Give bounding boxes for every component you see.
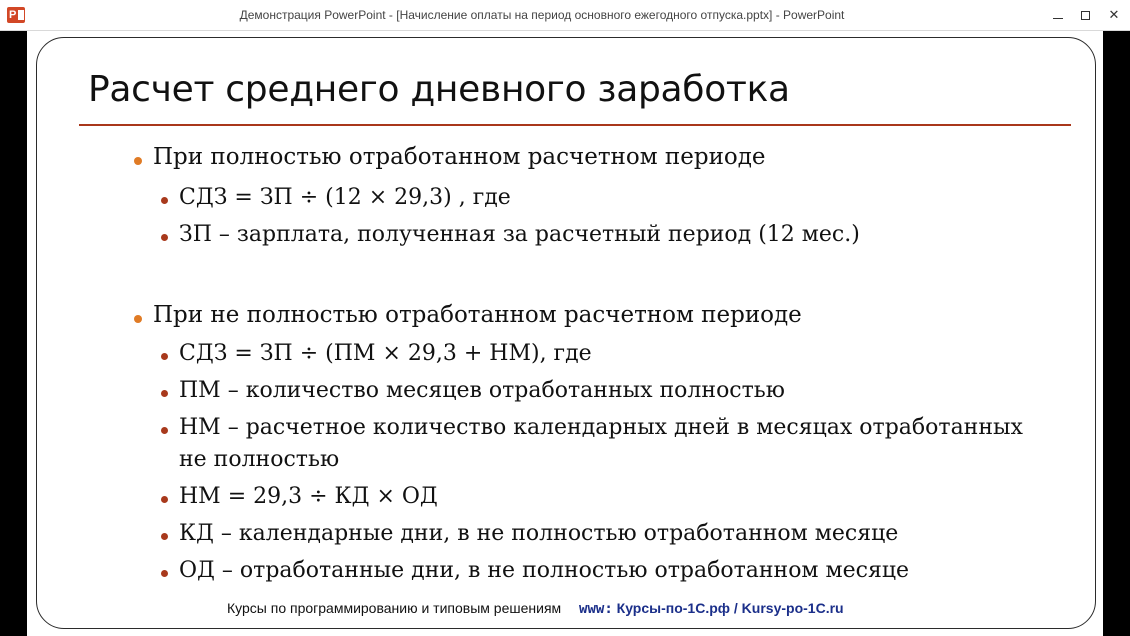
bullet-item: ОД – отработанные дни, в не полностью отработанном месяце — [179, 558, 910, 583]
bullet-heading: При не полностью отработанном расчетном периоде — [153, 302, 802, 328]
bullet-dot — [161, 234, 168, 241]
slide-title: Расчет среднего дневного заработка — [88, 69, 790, 110]
slide-footer — [227, 600, 844, 617]
bullet-dot — [161, 496, 168, 503]
footer-text: Курсы по программированию и типовым решениям — [227, 600, 562, 616]
bullet-dot — [161, 353, 168, 360]
bullet-dot — [161, 533, 168, 540]
minimize-icon — [1053, 18, 1063, 19]
maximize-icon — [1081, 11, 1090, 20]
bullet-item: СДЗ = ЗП ÷ (12 × 29,3) , где — [179, 185, 511, 210]
bullet-dot — [161, 197, 168, 204]
footer-www-label: www: — [579, 601, 613, 617]
bullet-item: НМ = 29,3 ÷ КД × ОД — [179, 484, 438, 509]
bullet-item: ПМ – количество месяцев отработанных полностью — [179, 378, 785, 403]
close-button[interactable] — [1104, 6, 1124, 26]
minimize-button[interactable] — [1048, 6, 1068, 26]
bullet-dot — [134, 315, 142, 323]
window-title: Демонстрация PowerPoint - [Начисление оплаты на период основного ежегодного отпуска.pptx] - PowerPoint — [239, 8, 845, 22]
bullet-dot — [134, 157, 142, 165]
bullet-item: СДЗ = ЗП ÷ (ПМ × 29,3 + НМ), где — [179, 341, 592, 366]
footer-sites: Курсы-по-1С.рф / Kursy-po-1C.ru — [616, 600, 844, 616]
bullet-item: КД – календарные дни, в не полностью отработанном месяце — [179, 521, 899, 546]
bullet-item: ЗП – зарплата, полученная за расчетный период (12 мес.) — [179, 222, 860, 247]
app-icon-letter: P — [9, 9, 17, 21]
bullet-dot — [161, 390, 168, 397]
slide-canvas[interactable] — [27, 31, 1103, 636]
close-icon: ✕ — [1108, 8, 1120, 23]
right-black-margin — [1103, 31, 1130, 636]
bullet-list — [27, 31, 1103, 636]
bullet-dot — [161, 427, 168, 434]
bullet-item-continuation: не полностью — [179, 447, 340, 472]
maximize-button[interactable] — [1076, 6, 1096, 26]
bullet-item: НМ – расчетное количество календарных дней в месяцах отработанных — [179, 415, 1023, 440]
title-bar[interactable] — [0, 0, 1130, 31]
bullet-dot — [161, 570, 168, 577]
bullet-heading: При полностью отработанном расчетном периоде — [153, 144, 766, 170]
